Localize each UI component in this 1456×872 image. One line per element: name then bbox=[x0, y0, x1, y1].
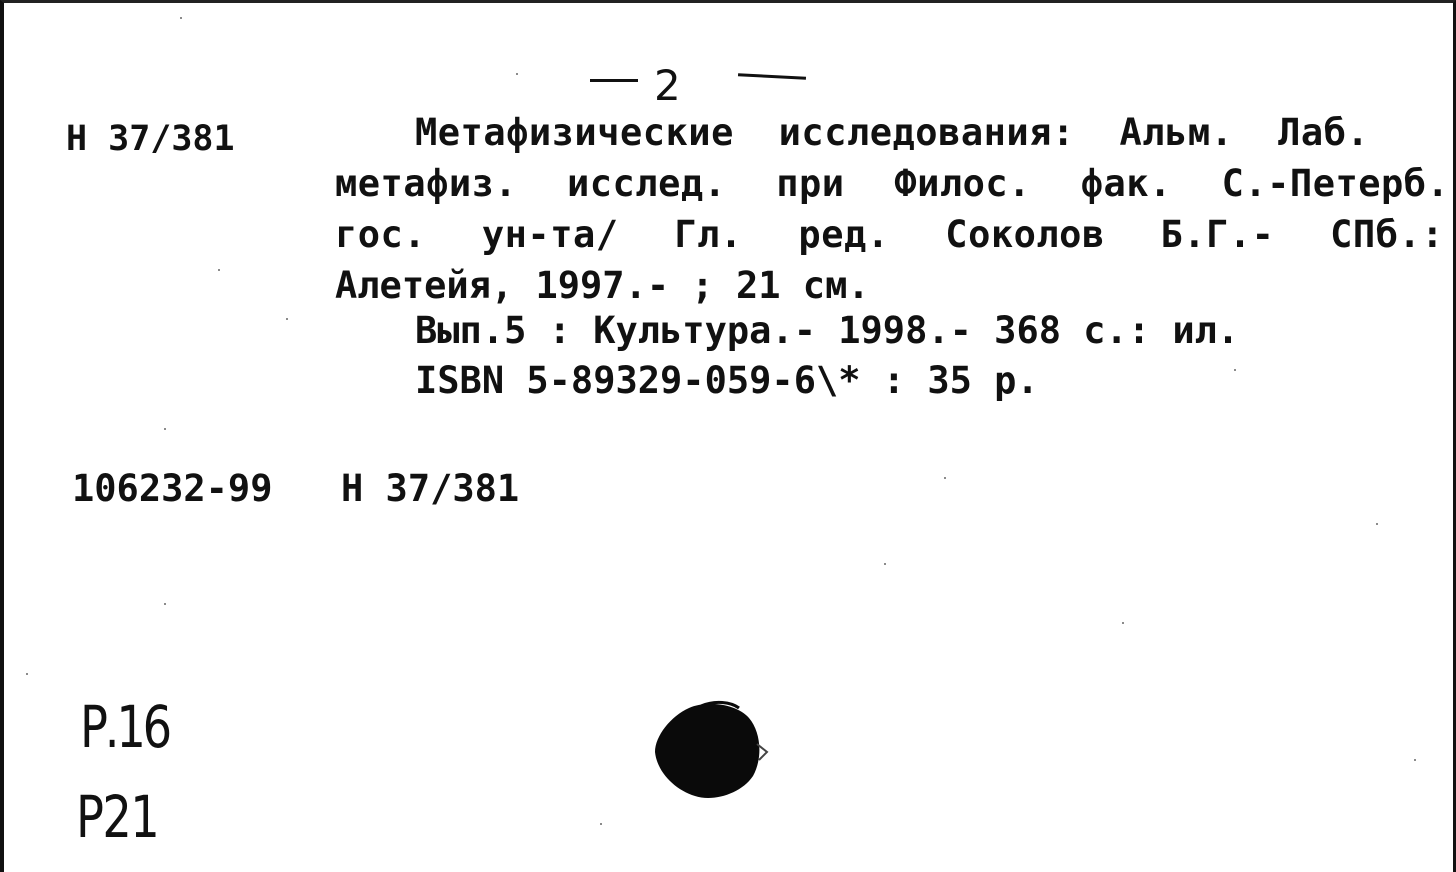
scan-speck bbox=[26, 673, 28, 675]
entry-line-6: ISBN 5-89329-059-6\* : 35 р. bbox=[415, 359, 1039, 402]
scan-speck bbox=[1376, 523, 1378, 525]
entry-line-2: метафиз. исслед. при Филос. фак. С.-Петерб. bbox=[335, 162, 1450, 205]
shelf-mark: Н 37/381 bbox=[66, 119, 235, 159]
handwritten-note-1: Р.16 bbox=[80, 693, 169, 761]
scan-speck bbox=[944, 477, 946, 479]
scan-speck bbox=[884, 563, 886, 565]
scan-speck bbox=[180, 17, 182, 19]
scan-speck bbox=[600, 823, 602, 825]
entry-line-3: гос. ун-та/ Гл. ред. Соколов Б.Г.- СПб.: bbox=[335, 213, 1445, 256]
page-number-dash-left bbox=[590, 79, 638, 82]
punch-hole bbox=[649, 696, 779, 806]
entry-line-5: Вып.5 : Культура.- 1998.- 368 с.: ил. bbox=[415, 309, 1240, 352]
scan-speck bbox=[218, 269, 220, 271]
scan-speck bbox=[1414, 759, 1416, 761]
scan-speck bbox=[164, 428, 166, 430]
scan-speck bbox=[286, 318, 288, 320]
accession-number: 106232-99 bbox=[72, 467, 273, 510]
handwritten-note-2: Р21 bbox=[76, 783, 159, 851]
entry-line-4: Алетейя, 1997.- ; 21 см. bbox=[335, 264, 870, 307]
scan-speck bbox=[1234, 369, 1236, 371]
scan-speck bbox=[516, 73, 518, 75]
entry-line-1: Метафизические исследования: Альм. Лаб. bbox=[415, 111, 1370, 154]
page-number: 2 bbox=[654, 61, 681, 110]
accession-shelf-mark: Н 37/381 bbox=[341, 467, 520, 510]
scan-speck bbox=[1122, 622, 1124, 624]
page-number-dash-right bbox=[738, 73, 806, 80]
scan-speck bbox=[164, 603, 166, 605]
